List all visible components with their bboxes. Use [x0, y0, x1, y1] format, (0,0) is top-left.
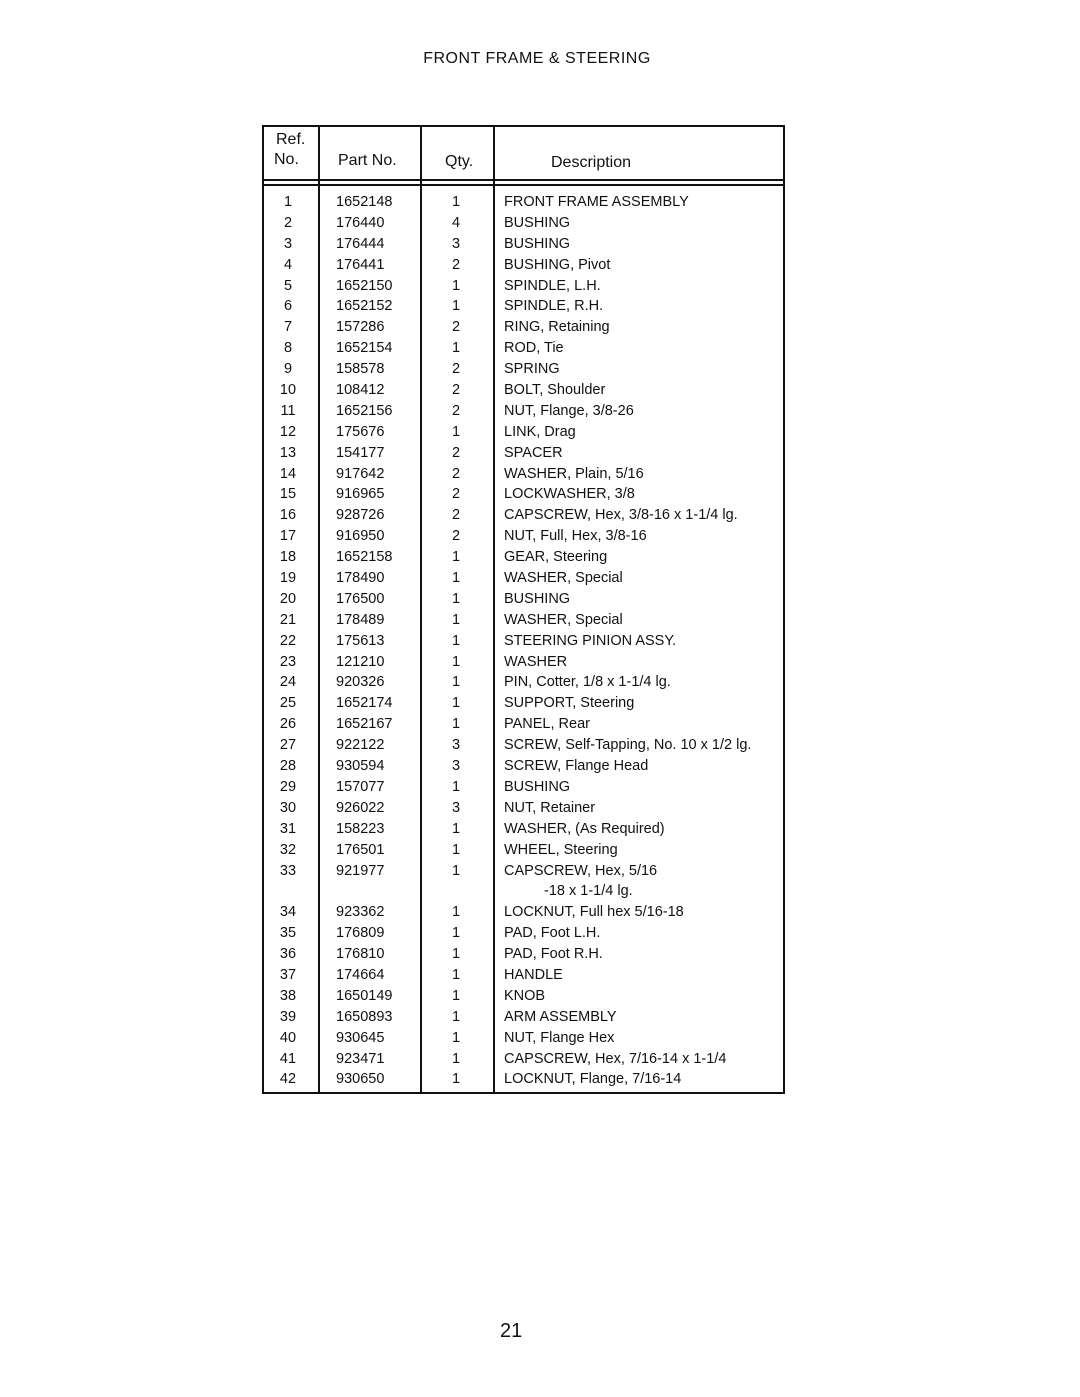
quantity: 1: [451, 716, 461, 733]
table-row: [264, 672, 783, 693]
quantity: 1: [451, 611, 461, 628]
header-part-no: Part No.: [338, 152, 397, 169]
quantity: 1: [451, 653, 461, 670]
part-no: 1652148: [336, 194, 393, 210]
description: WASHER, Special: [504, 570, 623, 587]
table-row: [264, 484, 783, 505]
description: BUSHING: [504, 235, 571, 252]
table-row: [264, 380, 783, 401]
description: RING, Retaining: [504, 319, 610, 336]
description: WASHER: [504, 653, 568, 670]
quantity: 1: [451, 298, 461, 315]
ref-no: 30: [279, 799, 297, 816]
part-no: 174664: [336, 966, 385, 983]
part-no: 176441: [336, 256, 385, 273]
description: FRONT FRAME ASSEMBLY: [504, 194, 689, 210]
page-title: [0, 50, 1080, 68]
header-ref-line1: Ref.: [276, 131, 306, 148]
part-no: 121210: [336, 653, 385, 670]
table-row: [264, 526, 783, 547]
header-ref-line2: No.: [274, 151, 299, 168]
table-row: [264, 631, 783, 652]
table-row: [264, 923, 783, 944]
quantity: 1: [451, 590, 461, 607]
quantity: 1: [451, 966, 461, 983]
ref-no: 19: [279, 570, 297, 587]
table-row: [264, 317, 783, 338]
part-no: 1650893: [336, 1008, 393, 1025]
description: CAPSCREW, Hex, 3/8-16 x 1-1/4 lg.: [504, 507, 738, 524]
quantity: 1: [451, 778, 461, 795]
table-row: [264, 1007, 783, 1028]
quantity: 2: [451, 465, 461, 482]
part-no: 108412: [336, 382, 385, 399]
quantity: 1: [451, 904, 461, 921]
quantity: 2: [451, 402, 461, 419]
table-row: [264, 798, 783, 819]
ref-no: 5: [283, 277, 293, 294]
table-row: [264, 505, 783, 526]
ref-no: 20: [279, 590, 297, 607]
ref-no: 9: [283, 361, 293, 378]
page-title-text: FRONT FRAME & STEERING: [423, 50, 651, 67]
ref-no: 14: [279, 465, 297, 482]
description: BOLT, Shoulder: [504, 382, 606, 399]
quantity: 1: [451, 1071, 461, 1088]
description: NUT, Flange Hex: [504, 1029, 615, 1046]
quantity: 1: [451, 987, 461, 1004]
ref-no: 32: [279, 841, 297, 858]
description: LOCKNUT, Flange, 7/16-14: [504, 1071, 682, 1088]
header-rule: [264, 184, 783, 186]
ref-no: 27: [279, 737, 297, 754]
part-no: 921977: [336, 862, 385, 879]
description: BUSHING: [504, 214, 571, 231]
description: SCREW, Self-Tapping, No. 10 x 1/2 lg.: [504, 737, 752, 754]
table-body: [264, 192, 783, 1090]
description: KNOB: [504, 987, 546, 1004]
table-row: [264, 735, 783, 756]
quantity: 3: [451, 737, 461, 754]
ref-no: 13: [279, 444, 297, 461]
part-no: 1652156: [336, 402, 393, 419]
part-no: 1652150: [336, 277, 393, 294]
table-row: [264, 192, 783, 213]
ref-no: 39: [279, 1008, 297, 1025]
table-row: [264, 568, 783, 589]
description: STEERING PINION ASSY.: [504, 632, 677, 649]
quantity: 1: [451, 841, 461, 858]
description: PANEL, Rear: [504, 716, 590, 733]
description: CAPSCREW, Hex, 7/16-14 x 1-1/4: [504, 1050, 727, 1067]
part-no: 1652167: [336, 716, 393, 733]
quantity: 1: [451, 820, 461, 837]
table-row: [264, 464, 783, 485]
description: NUT, Full, Hex, 3/8-16: [504, 528, 647, 545]
table-row: [264, 296, 783, 317]
part-no: 158578: [336, 361, 385, 378]
description: NUT, Retainer: [504, 799, 596, 816]
quantity: 1: [451, 946, 461, 963]
table-row: [264, 443, 783, 464]
part-no: 1652154: [336, 340, 393, 357]
quantity: 1: [451, 1029, 461, 1046]
quantity: 1: [451, 862, 461, 879]
ref-no: 35: [279, 925, 297, 942]
description: PAD, Foot L.H.: [504, 925, 601, 942]
description: SCREW, Flange Head: [504, 758, 649, 775]
quantity: 2: [451, 486, 461, 503]
ref-no: 36: [279, 946, 297, 963]
table-row: [264, 610, 783, 631]
table-row: [264, 1028, 783, 1049]
part-no: 923471: [336, 1050, 385, 1067]
table-row: [264, 338, 783, 359]
table-row: [264, 422, 783, 443]
ref-no: 26: [279, 716, 297, 733]
part-no: 930650: [336, 1071, 385, 1088]
part-no: 930645: [336, 1029, 385, 1046]
quantity: 1: [451, 695, 461, 712]
table-row: [264, 652, 783, 673]
quantity: 1: [451, 194, 461, 210]
description: SUPPORT, Steering: [504, 695, 635, 712]
table-row: [264, 944, 783, 965]
table-row: [264, 276, 783, 297]
ref-no: 22: [279, 632, 297, 649]
description: LOCKNUT, Full hex 5/16-18: [504, 904, 684, 921]
table-row: [264, 1049, 783, 1070]
description: BUSHING, Pivot: [504, 256, 611, 273]
table-row: [264, 714, 783, 735]
table-row: [264, 840, 783, 861]
table-row: [264, 756, 783, 777]
part-no: 1652158: [336, 549, 393, 566]
description: ARM ASSEMBLY: [504, 1008, 617, 1025]
part-no: 178490: [336, 570, 385, 587]
description-continued: -18 x 1-1/4 lg.: [544, 883, 633, 900]
quantity: 1: [451, 549, 461, 566]
part-no: 176500: [336, 590, 385, 607]
description: NUT, Flange, 3/8-26: [504, 402, 634, 419]
quantity: 2: [451, 382, 461, 399]
part-no: 930594: [336, 758, 385, 775]
ref-no: 17: [279, 528, 297, 545]
ref-no: 23: [279, 653, 297, 670]
ref-no: 24: [279, 674, 297, 691]
ref-no: 34: [279, 904, 297, 921]
quantity: 1: [451, 925, 461, 942]
quantity: 1: [451, 340, 461, 357]
table-row: [264, 965, 783, 986]
description: BUSHING: [504, 778, 571, 795]
ref-no: 16: [279, 507, 297, 524]
quantity: 1: [451, 674, 461, 691]
parts-table: [262, 125, 785, 1094]
part-no: 917642: [336, 465, 385, 482]
table-row: [264, 234, 783, 255]
table-row: [264, 213, 783, 234]
quantity: 2: [451, 507, 461, 524]
part-no: 923362: [336, 904, 385, 921]
quantity: 1: [451, 1050, 461, 1067]
part-no: 176444: [336, 235, 385, 252]
quantity: 3: [451, 799, 461, 816]
quantity: 2: [451, 528, 461, 545]
part-no: 176810: [336, 946, 385, 963]
page-number: 21: [500, 1320, 523, 1342]
ref-no: 10: [279, 382, 297, 399]
header-qty: Qty.: [445, 153, 474, 170]
description: SPACER: [504, 444, 563, 461]
ref-no: 12: [279, 423, 297, 440]
table-row: [264, 902, 783, 923]
ref-no: 2: [283, 214, 293, 231]
header-description: Description: [551, 154, 632, 171]
part-no: 175613: [336, 632, 385, 649]
quantity: 3: [451, 758, 461, 775]
part-no: 157077: [336, 778, 385, 795]
description: CAPSCREW, Hex, 5/16: [504, 862, 658, 879]
description: WASHER, Special: [504, 611, 623, 628]
part-no: 916950: [336, 528, 385, 545]
part-no: 176440: [336, 214, 385, 231]
ref-no: 21: [279, 611, 297, 628]
ref-no: 40: [279, 1029, 297, 1046]
ref-no: 11: [280, 402, 296, 419]
part-no: 176501: [336, 841, 385, 858]
quantity: 1: [451, 423, 461, 440]
part-no: 1652152: [336, 298, 393, 315]
quantity: 2: [451, 444, 461, 461]
ref-no: 29: [279, 778, 297, 795]
ref-no: 41: [279, 1050, 297, 1067]
ref-no: 37: [279, 966, 297, 983]
table-row: [264, 777, 783, 798]
part-no: 176809: [336, 925, 385, 942]
quantity: 1: [451, 277, 461, 294]
table-row: [264, 1069, 783, 1090]
ref-no: 7: [283, 319, 293, 336]
part-no: 928726: [336, 507, 385, 524]
part-no: 158223: [336, 820, 385, 837]
description: WASHER, (As Required): [504, 820, 665, 837]
quantity: 4: [451, 214, 461, 231]
description: PIN, Cotter, 1/8 x 1-1/4 lg.: [504, 674, 671, 691]
part-no: 157286: [336, 319, 385, 336]
description: BUSHING: [504, 590, 571, 607]
table-row: [264, 861, 783, 903]
ref-no: 6: [283, 298, 293, 315]
ref-no: 25: [279, 695, 297, 712]
description: GEAR, Steering: [504, 549, 608, 566]
description: ROD, Tie: [504, 340, 564, 357]
part-no: 154177: [336, 444, 385, 461]
ref-no: 15: [279, 486, 297, 503]
description: WASHER, Plain, 5/16: [504, 465, 644, 482]
description: HANDLE: [504, 966, 563, 983]
quantity: 1: [451, 632, 461, 649]
quantity: 1: [451, 570, 461, 587]
ref-no: 4: [283, 256, 293, 273]
part-no: 922122: [336, 737, 385, 754]
table-row: [264, 693, 783, 714]
ref-no: 28: [279, 758, 297, 775]
ref-no: 18: [279, 549, 297, 566]
ref-no: 33: [279, 862, 297, 879]
quantity: 2: [451, 361, 461, 378]
table-row: [264, 819, 783, 840]
description: SPRING: [504, 361, 560, 378]
ref-no: 8: [283, 340, 293, 357]
table-row: [264, 401, 783, 422]
ref-no: 42: [279, 1071, 297, 1088]
quantity: 1: [451, 1008, 461, 1025]
part-no: 1650149: [336, 987, 393, 1004]
description: SPINDLE, R.H.: [504, 298, 604, 315]
part-no: 926022: [336, 799, 385, 816]
description: WHEEL, Steering: [504, 841, 618, 858]
ref-no: 38: [279, 987, 297, 1004]
ref-no: 1: [283, 194, 293, 210]
part-no: 1652174: [336, 695, 393, 712]
header-rule: [264, 179, 783, 181]
table-row: [264, 359, 783, 380]
part-no: 175676: [336, 423, 385, 440]
ref-no: 3: [283, 235, 293, 252]
quantity: 2: [451, 256, 461, 273]
quantity: 3: [451, 235, 461, 252]
table-row: [264, 589, 783, 610]
quantity: 2: [451, 319, 461, 336]
table-row: [264, 547, 783, 568]
part-no: 916965: [336, 486, 385, 503]
part-no: 178489: [336, 611, 385, 628]
table-row: [264, 255, 783, 276]
description: LINK, Drag: [504, 423, 576, 440]
part-no: 920326: [336, 674, 385, 691]
description: PAD, Foot R.H.: [504, 946, 603, 963]
description: LOCKWASHER, 3/8: [504, 486, 635, 503]
table-row: [264, 986, 783, 1007]
description: SPINDLE, L.H.: [504, 277, 601, 294]
ref-no: 31: [279, 820, 297, 837]
